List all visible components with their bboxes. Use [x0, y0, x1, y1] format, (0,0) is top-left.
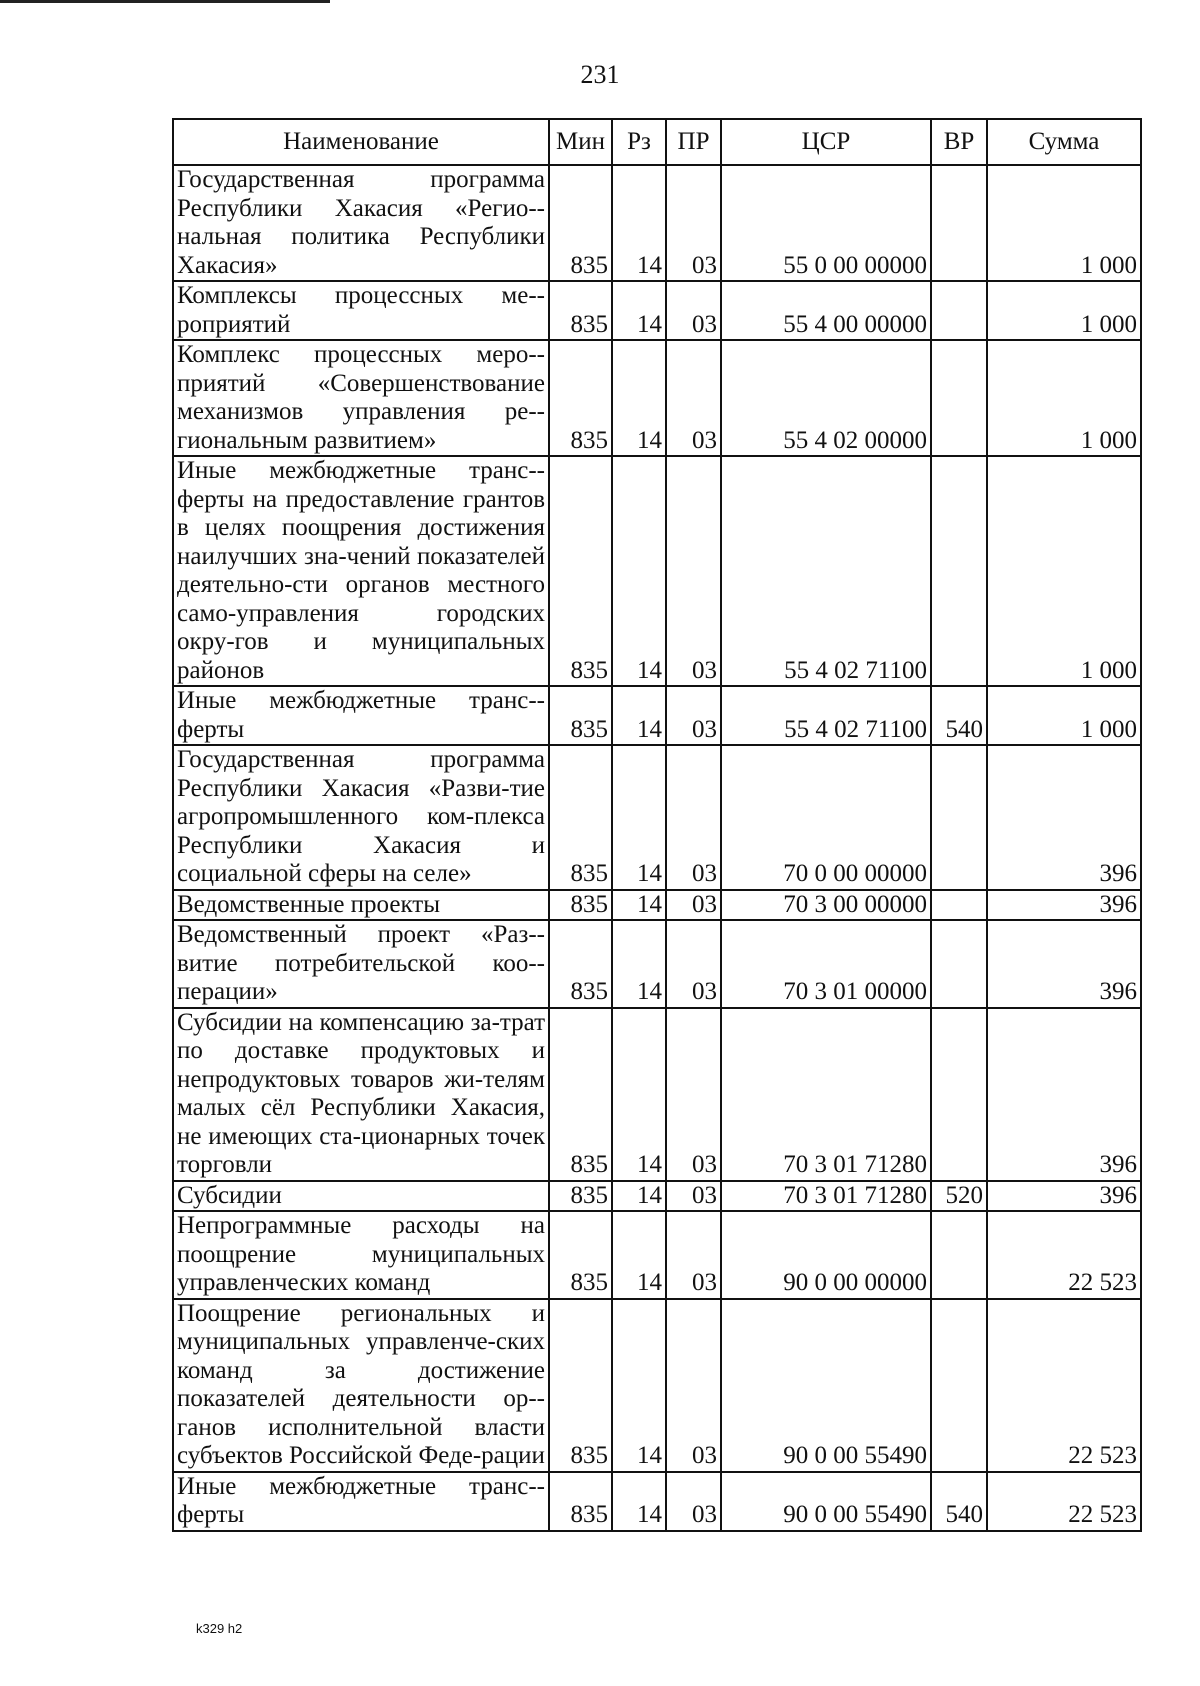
cell-name: Комплексы процессных ме-роприятий — [173, 281, 549, 340]
cell-name: Субсидии на компенсацию за-трат по доставке продуктовых и непродуктовых товаров жи-телям малых сёл Республики Хакасия, не имеющих ста-ционарных точек торговли — [173, 1008, 549, 1181]
cell-vr — [931, 1008, 987, 1181]
top-rule — [0, 0, 330, 3]
cell-sum: 1 000 — [987, 456, 1141, 686]
cell-vr — [931, 745, 987, 890]
header-rz: Рз — [612, 119, 666, 165]
cell-pr: 03 — [666, 1211, 721, 1299]
cell-csr: 70 0 00 00000 — [721, 745, 931, 890]
budget-table — [172, 118, 1142, 1532]
cell-name: Ведомственный проект «Раз-витие потребительской коо-перации» — [173, 920, 549, 1008]
cell-sum: 396 — [987, 920, 1141, 1008]
cell-name: Иные межбюджетные транс-ферты — [173, 686, 549, 745]
cell-rz: 14 — [612, 1181, 666, 1212]
cell-min: 835 — [549, 1008, 612, 1181]
cell-vr — [931, 281, 987, 340]
table-row — [173, 456, 1141, 686]
cell-vr — [931, 1211, 987, 1299]
table-row — [173, 745, 1141, 890]
table-row — [173, 686, 1141, 745]
cell-sum: 396 — [987, 745, 1141, 890]
cell-name: Государственная программа Республики Хакасия «Разви-тие агропромышленного ком-плекса Республики Хакасия и социальной сферы на селе» — [173, 745, 549, 890]
cell-csr: 70 3 01 71280 — [721, 1008, 931, 1181]
cell-pr: 03 — [666, 890, 721, 921]
cell-rz: 14 — [612, 1472, 666, 1531]
cell-pr: 03 — [666, 340, 721, 456]
page-number: 231 — [580, 60, 620, 89]
table-row — [173, 340, 1141, 456]
cell-min: 835 — [549, 686, 612, 745]
cell-min: 835 — [549, 920, 612, 1008]
cell-rz: 14 — [612, 281, 666, 340]
cell-name: Поощрение региональных и муниципальных управленче-ских команд за достижение показателей деятельности ор-ганов исполнительной власти субъектов Российской Феде-рации — [173, 1299, 549, 1472]
cell-rz: 14 — [612, 1211, 666, 1299]
cell-pr: 03 — [666, 1299, 721, 1472]
cell-min: 835 — [549, 1472, 612, 1531]
cell-pr: 03 — [666, 1181, 721, 1212]
cell-pr: 03 — [666, 456, 721, 686]
cell-min: 835 — [549, 890, 612, 921]
cell-name: Непрограммные расходы на поощрение муниципальных управленческих команд — [173, 1211, 549, 1299]
header-pr: ПР — [666, 119, 721, 165]
cell-vr: 540 — [931, 1472, 987, 1531]
cell-min: 835 — [549, 340, 612, 456]
cell-vr: 520 — [931, 1181, 987, 1212]
cell-min: 835 — [549, 1181, 612, 1212]
cell-rz: 14 — [612, 920, 666, 1008]
cell-rz: 14 — [612, 165, 666, 281]
cell-csr: 70 3 01 00000 — [721, 920, 931, 1008]
cell-pr: 03 — [666, 745, 721, 890]
cell-sum: 1 000 — [987, 281, 1141, 340]
cell-csr: 55 4 02 71100 — [721, 686, 931, 745]
footer-code: k329 h2 — [196, 1621, 243, 1636]
cell-rz: 14 — [612, 1299, 666, 1472]
header-name: Наименование — [173, 119, 549, 165]
cell-pr: 03 — [666, 1008, 721, 1181]
cell-min: 835 — [549, 1299, 612, 1472]
cell-csr: 55 4 00 00000 — [721, 281, 931, 340]
cell-vr — [931, 1299, 987, 1472]
cell-sum: 396 — [987, 890, 1141, 921]
cell-rz: 14 — [612, 456, 666, 686]
table-row — [173, 1211, 1141, 1299]
table-row — [173, 1299, 1141, 1472]
cell-name: Субсидии — [173, 1181, 549, 1212]
cell-sum: 396 — [987, 1008, 1141, 1181]
cell-pr: 03 — [666, 1472, 721, 1531]
cell-pr: 03 — [666, 920, 721, 1008]
cell-pr: 03 — [666, 686, 721, 745]
cell-rz: 14 — [612, 890, 666, 921]
cell-min: 835 — [549, 165, 612, 281]
cell-sum: 1 000 — [987, 165, 1141, 281]
cell-vr — [931, 340, 987, 456]
cell-name: Иные межбюджетные транс-ферты на предоставление грантов в целях поощрения достижения наилучших зна-чений показателей деятельно-сти органов местного само-управления городских окру-гов и муниципальных районов — [173, 456, 549, 686]
cell-csr: 90 0 00 55490 — [721, 1299, 931, 1472]
cell-csr: 55 0 00 00000 — [721, 165, 931, 281]
header-min: Мин — [549, 119, 612, 165]
cell-sum: 396 — [987, 1181, 1141, 1212]
cell-sum: 22 523 — [987, 1211, 1141, 1299]
cell-pr: 03 — [666, 281, 721, 340]
table-row — [173, 165, 1141, 281]
cell-csr: 90 0 00 00000 — [721, 1211, 931, 1299]
cell-name: Государственная программа Республики Хакасия «Регио-нальная политика Республики Хакасия» — [173, 165, 549, 281]
cell-rz: 14 — [612, 340, 666, 456]
cell-csr: 90 0 00 55490 — [721, 1472, 931, 1531]
cell-sum: 1 000 — [987, 686, 1141, 745]
cell-min: 835 — [549, 281, 612, 340]
table-row — [173, 1181, 1141, 1212]
cell-rz: 14 — [612, 745, 666, 890]
header-csr: ЦСР — [721, 119, 931, 165]
cell-vr — [931, 920, 987, 1008]
cell-sum: 22 523 — [987, 1472, 1141, 1531]
table-row — [173, 1472, 1141, 1531]
cell-vr — [931, 890, 987, 921]
cell-vr — [931, 456, 987, 686]
cell-csr: 70 3 01 71280 — [721, 1181, 931, 1212]
cell-vr — [931, 165, 987, 281]
cell-min: 835 — [549, 745, 612, 890]
cell-name: Комплекс процессных меро-приятий «Совершенствование механизмов управления ре-гиональным развитием» — [173, 340, 549, 456]
cell-rz: 14 — [612, 1008, 666, 1181]
cell-name: Ведомственные проекты — [173, 890, 549, 921]
cell-min: 835 — [549, 1211, 612, 1299]
cell-csr: 55 4 02 00000 — [721, 340, 931, 456]
cell-sum: 22 523 — [987, 1299, 1141, 1472]
cell-pr: 03 — [666, 165, 721, 281]
table-body — [173, 165, 1141, 1531]
table-row — [173, 890, 1141, 921]
table-row — [173, 281, 1141, 340]
cell-vr: 540 — [931, 686, 987, 745]
cell-csr: 70 3 00 00000 — [721, 890, 931, 921]
table-header-row — [173, 119, 1141, 165]
table-row — [173, 1008, 1141, 1181]
cell-sum: 1 000 — [987, 340, 1141, 456]
cell-rz: 14 — [612, 686, 666, 745]
header-vr: ВР — [931, 119, 987, 165]
cell-min: 835 — [549, 456, 612, 686]
cell-csr: 55 4 02 71100 — [721, 456, 931, 686]
header-sum: Сумма — [987, 119, 1141, 165]
cell-name: Иные межбюджетные транс-ферты — [173, 1472, 549, 1531]
table-row — [173, 920, 1141, 1008]
